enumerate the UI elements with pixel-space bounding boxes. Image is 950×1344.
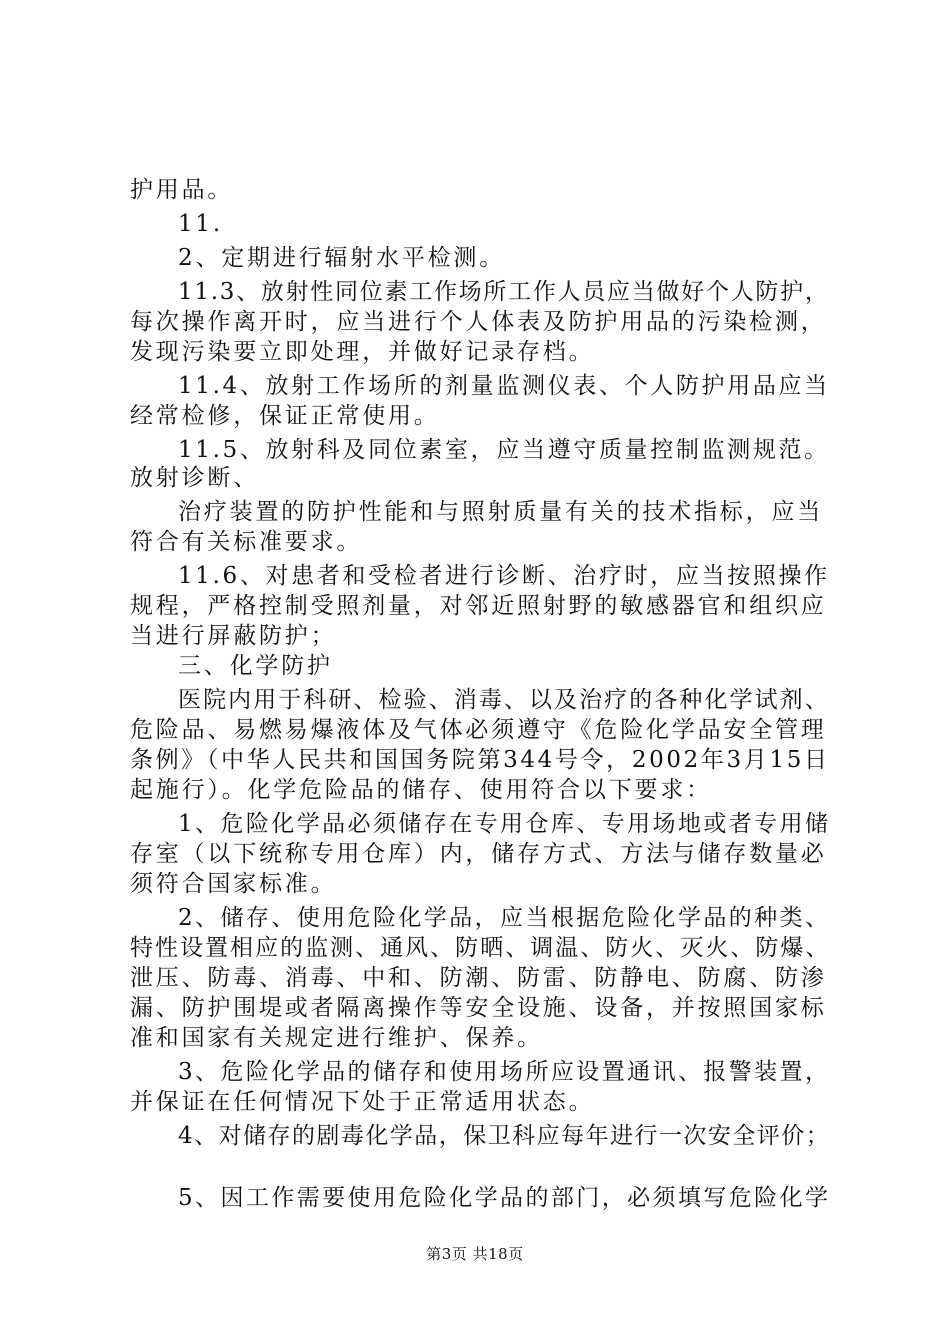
page-number-footer: 第3页 共18页	[426, 1245, 524, 1263]
text-line: 当进行屏蔽防护；	[130, 623, 337, 649]
text-line: 5、因工作需要使用危险化学品的部门，必须填写危险化学	[178, 1185, 831, 1211]
text-line: 特性设置相应的监测、通风、防晒、调温、防火、灭火、防爆、	[130, 935, 831, 961]
text-line: 危险品、易燃易爆液体及气体必须遵守《危险化学品安全管理	[130, 717, 827, 743]
text-line: 泄压、防毒、消毒、中和、防潮、防雷、防静电、防腐、防渗	[130, 965, 827, 991]
text-line: 起施行）。化学危险品的储存、使用符合以下要求：	[130, 777, 712, 803]
text-line: 11.	[178, 211, 223, 237]
text-line: 11.3、放射性同位素工作场所工作人员应当做好个人防护，	[178, 279, 830, 305]
text-line: 存室（以下统称专用仓库）内，储存方式、方法与储存数量必	[130, 841, 827, 867]
text-line: 规程，严格控制受照剂量，对邻近照射野的敏感器官和组织应	[130, 593, 827, 619]
text-line: 4、对储存的剧毒化学品，保卫科应每年进行一次安全评价；	[178, 1123, 831, 1149]
text-line: 发现污染要立即处理，并做好记录存档。	[130, 339, 595, 365]
text-line: 符合有关标准要求。	[130, 529, 363, 555]
text-line: 三、化学防护	[178, 653, 333, 679]
text-line: 每次操作离开时，应当进行个人体表及防护用品的污染检测，	[130, 309, 827, 335]
text-line: 漏、防护围堤或者隔离操作等安全设施、设备，并按照国家标	[130, 995, 827, 1021]
text-line: 并保证在任何情况下处于正常适用状态。	[130, 1089, 595, 1115]
text-line: 治疗装置的防护性能和与照射质量有关的技术指标，应当	[178, 499, 823, 525]
text-line: 11.4、放射工作场所的剂量监测仪表、个人防护用品应当	[178, 373, 830, 399]
text-line: 1、危险化学品必须储存在专用仓库、专用场地或者专用储	[178, 811, 831, 837]
text-line: 3、危险化学品的储存和使用场所应设置通讯、报警装置，	[178, 1059, 831, 1085]
text-line: 条例》（中华人民共和国国务院第344号令，2002年3月15日	[130, 747, 830, 773]
text-line: 放射诊断、	[130, 465, 259, 491]
text-line: 11.5、放射科及同位素室，应当遵守质量控制监测规范。	[178, 437, 830, 463]
text-line: 2、储存、使用危险化学品，应当根据危险化学品的种类、	[178, 905, 831, 931]
text-line: 经常检修，保证正常使用。	[130, 403, 440, 429]
text-line: 护用品。	[130, 177, 234, 203]
text-line: 2、定期进行辐射水平检测。	[178, 245, 506, 271]
text-line: 准和国家有关规定进行维护、保养。	[130, 1025, 543, 1051]
text-line: 医院内用于科研、检验、消毒、以及治疗的各种化学试剂、	[178, 687, 830, 713]
text-line: 须符合国家标准。	[130, 871, 337, 897]
text-line: 11.6、对患者和受检者进行诊断、治疗时，应当按照操作	[178, 563, 830, 589]
